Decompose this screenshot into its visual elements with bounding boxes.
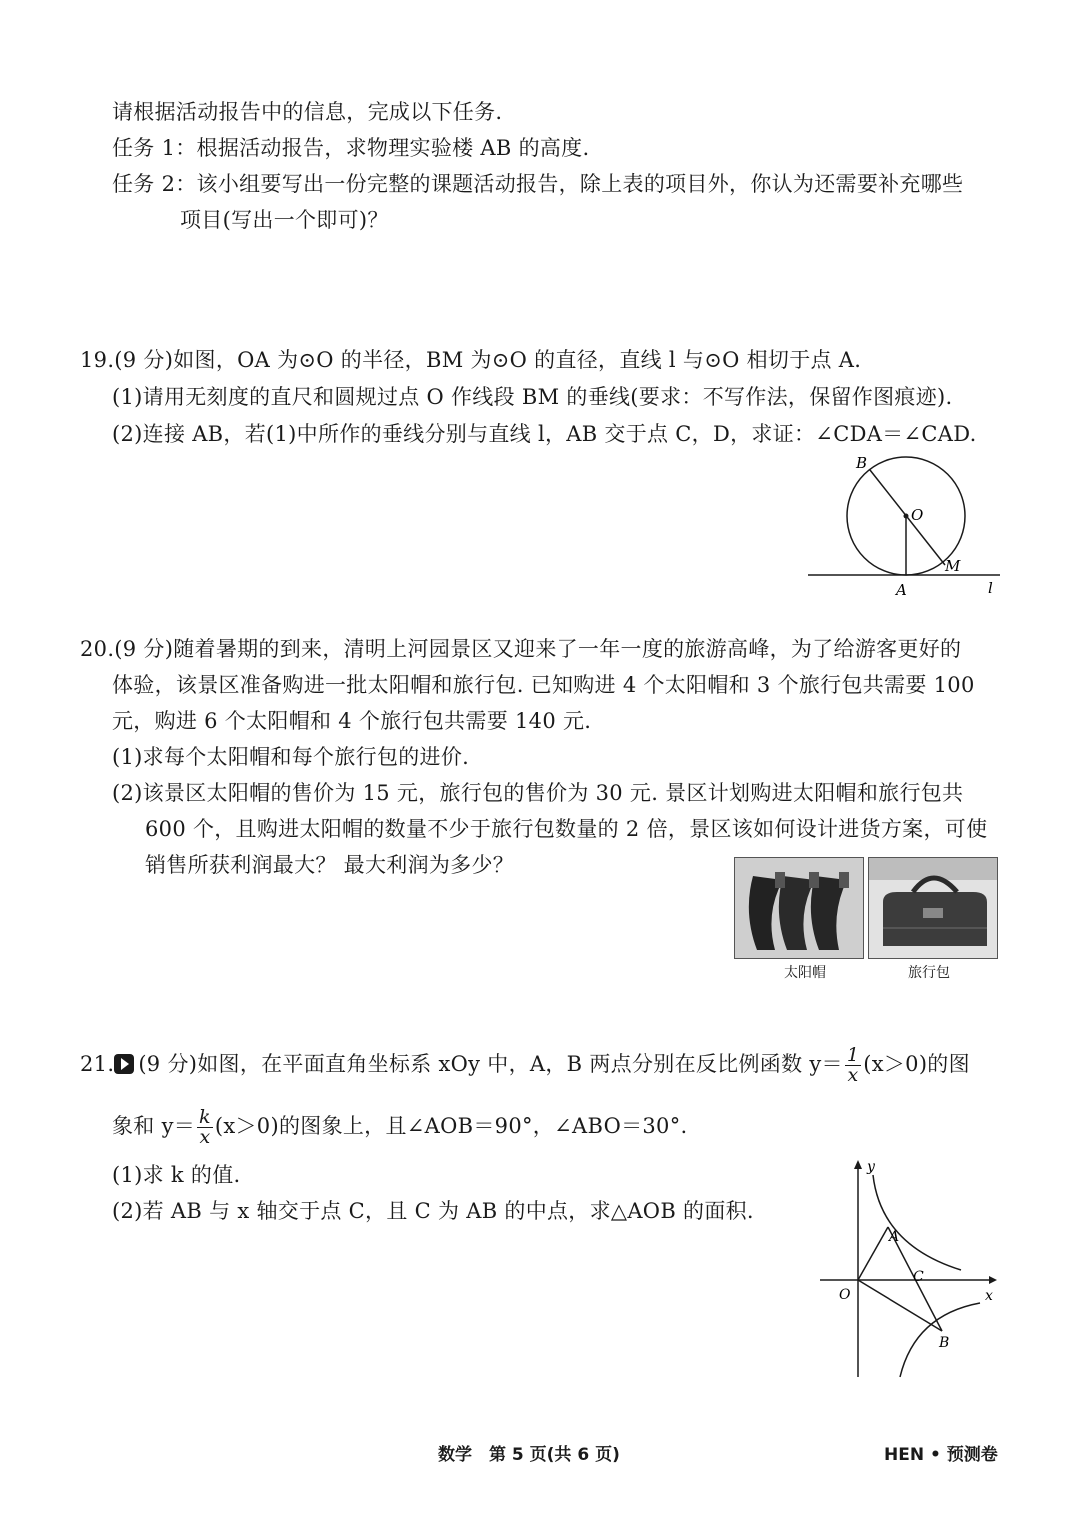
fraction-k-over-x: $\frac{k}{x}$: [199, 1106, 211, 1148]
label-l: l: [988, 579, 993, 597]
label-y: y: [867, 1159, 875, 1175]
task-2: 任务 2：该小组要写出一份完整的课题活动报告，除上表的项目外，你认为还需要补充哪些: [112, 172, 964, 196]
label-o: O: [911, 506, 924, 524]
q21-stem-b-head: 象和 y＝: [112, 1114, 196, 1138]
q20-stem-3: 元，购进 6 个太阳帽和 4 个旅行包共需要 140 元.: [112, 709, 592, 733]
label-c: C: [913, 1269, 924, 1285]
label-b: B: [856, 454, 868, 472]
q20-stem-2: 体验，该景区准备购进一批太阳帽和旅行包. 已知购进 4 个太阳帽和 3 个旅行包共需要 100: [112, 673, 975, 697]
q20-part-1: (1)求每个太阳帽和每个旅行包的进价.: [112, 745, 470, 769]
task-2-continued: 项目(写出一个即可)？: [180, 208, 389, 232]
q20-stem-1: 20.(9 分)随着暑期的到来，清明上河园景区又迎来了一年一度的旅游高峰，为了给游客更好的: [80, 637, 962, 661]
q21-stem-2: [112, 1108, 688, 1147]
label-m: M: [945, 557, 961, 575]
intro-line: 请根据活动报告中的信息，完成以下任务.: [112, 100, 503, 124]
label-x: x: [985, 1288, 993, 1304]
q21-stem-b-tail: (x＞0)的图象上，且∠AOB＝90°，∠ABO＝30°.: [214, 1114, 688, 1138]
y-axis-arrow-icon: [854, 1160, 862, 1169]
q19-stem: 19.(9 分)如图，OA 为⊙O 的半径，BM 为⊙O 的直径，直线 l 与⊙O 相切于点 A.: [80, 348, 862, 372]
label-a: A: [889, 1229, 900, 1245]
q20-part-2-continued-1: 600 个，且购进太阳帽的数量不少于旅行包数量的 2 倍，景区该如何设计进货方案，可使: [145, 817, 988, 841]
play-video-icon[interactable]: [114, 1054, 134, 1074]
page-footer-center: 数学 第 5 页(共 6 页): [438, 1445, 620, 1465]
segment-oa: [858, 1227, 888, 1280]
q19-circle-figure: [800, 450, 1010, 610]
curve-1-over-x: [873, 1175, 961, 1270]
q21-stem-tail: (x＞0)的图: [863, 1052, 970, 1076]
q21-number: 21.: [80, 1052, 115, 1076]
fraction-1-over-x: $\frac{1}{x}$: [846, 1044, 860, 1086]
q21-stem-text: (9 分)如图，在平面直角坐标系 xOy 中，A，B 两点分别在反比例函数 y＝: [138, 1052, 843, 1076]
page-footer-right: HEN • 预测卷: [884, 1445, 998, 1465]
center-point: [904, 514, 909, 519]
label-b: B: [939, 1335, 950, 1351]
q21-stem-1: [80, 1046, 970, 1085]
sun-hat-photo: [734, 857, 864, 959]
label-a: A: [896, 581, 907, 599]
q19-part-1: (1)请用无刻度的直尺和圆规过点 O 作线段 BM 的垂线(要求：不写作法，保留作图痕迹).: [112, 385, 953, 409]
q21-part-1: (1)求 k 的值.: [112, 1163, 241, 1187]
travel-bag-image: [869, 858, 997, 958]
label-o: O: [839, 1287, 851, 1303]
q20-part-2-continued-2: 销售所获利润最大？ 最大利润为多少？: [145, 853, 515, 877]
q21-coordinate-figure: [815, 1155, 1005, 1385]
q20-part-2: (2)该景区太阳帽的售价为 15 元，旅行包的售价为 30 元. 景区计划购进太阳帽和旅行包共: [112, 781, 964, 805]
sun-hat-image: [735, 858, 863, 958]
x-axis-arrow-icon: [989, 1276, 997, 1284]
travel-bag-caption: 旅行包: [908, 965, 950, 981]
sun-hat-caption: 太阳帽: [784, 965, 826, 981]
travel-bag-photo: [868, 857, 998, 959]
task-1: 任务 1：根据活动报告，求物理实验楼 AB 的高度.: [112, 136, 590, 160]
q21-part-2: (2)若 AB 与 x 轴交于点 C，且 C 为 AB 的中点，求△AOB 的面积.: [112, 1199, 754, 1223]
q19-part-2: (2)连接 AB，若(1)中所作的垂线分别与直线 l，AB 交于点 C，D，求证：∠CDA＝∠CAD.: [112, 422, 977, 446]
